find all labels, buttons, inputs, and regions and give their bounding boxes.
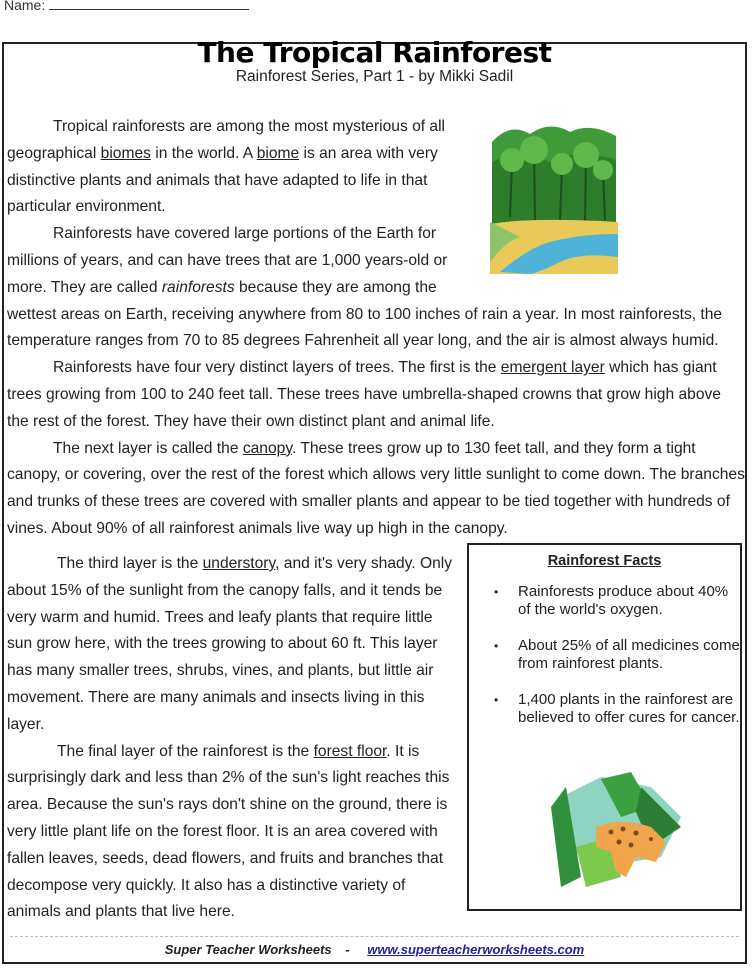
page-subtitle: Rainforest Series, Part 1 - by Mikki Sadil [235, 68, 514, 85]
facts-heading: Rainforest Facts [547, 553, 662, 569]
paragraph-text: in the world. A [150, 144, 257, 162]
vocabulary-term: biomes [100, 144, 151, 162]
paragraph-text: . These trees grow up to 130 feet tall, and they form a tight canopy, or covering, over the rest of the forest which allows very little sunlight to come down. The branches and trunks of these trees are covered with smaller plants and appear to be tied together with hundreds of vines. About 90% of all rainforest animals live way up high in the canopy. [7, 439, 745, 537]
paragraph-text: which has giant trees growing from 100 to 240 feet tall. These trees have umbrella-shaped crowns that grow high above the rest of the forest. They have their own distinct plant and animal life. [7, 359, 721, 430]
paragraph-text: The final layer of the rainforest is the [57, 742, 314, 760]
rainforest-illustration [455, 114, 745, 300]
worksheet [2, 36, 747, 964]
paragraph-text: is an area with very distinctive plants and animals that have adapted to life in that particular environment. [7, 144, 438, 216]
paragraph [7, 739, 459, 927]
paragraph-text: The third layer is the [57, 555, 203, 572]
layers-section [7, 551, 459, 926]
paragraph-text: Tropical rainforests are among the most mysterious of all geographical [7, 118, 446, 162]
rainforest-river-image [490, 122, 618, 274]
paragraph-text: The next layer is called the [53, 439, 243, 457]
emphasized-term: rainforests [161, 278, 235, 296]
paragraph-text: . It is surprisingly dark and less than 2% of the sun's light reaches this area. Because the sun's rays don't shine on the ground, there is very little plant life on the forest floor. It is an area covered with fallen leaves, seeds, dead flowers, and fruits and branches that decompose very quickly. It also has a distinctive variety of animals and plants that live here. [7, 742, 450, 921]
footer-website-link[interactable]: www.superteacherworksheets.com [367, 942, 585, 957]
paragraph-text: Rainforests have covered large portions of the Earth for millions of years, and can have trees that are 1,000 years-old or more. They are called [7, 225, 448, 296]
vocabulary-term: biome [256, 144, 300, 162]
facts-list [469, 583, 740, 727]
footer-separator: - [345, 942, 350, 957]
name-label: Name: [4, 0, 46, 13]
vocabulary-term: understory [202, 555, 276, 572]
vocabulary-term: forest floor [313, 742, 387, 760]
paragraph [7, 436, 745, 543]
fact-item: • 1,400 plants in the rainforest are believed to offer cures for cancer. [518, 691, 740, 727]
paragraph [7, 551, 459, 739]
paragraph-text: Rainforests have four very distinct layers of trees. The first is the [53, 359, 501, 377]
name-field [4, 0, 249, 13]
name-blank-line [49, 0, 249, 10]
fact-item: • About 25% of all medicines come from rainforest plants. [518, 637, 740, 673]
rainforest-facts-box [467, 543, 742, 911]
paragraph [7, 355, 745, 435]
vocabulary-term: emergent layer [500, 359, 605, 377]
footer-divider [10, 936, 739, 937]
fact-item: • Rainforests produce about 40% of the world's oxygen. [518, 583, 740, 619]
paragraph-text: , and it's very shady. Only about 15% of the sunlight from the canopy falls, and it tends be very warm and humid. Trees and leafy plants that require little sun grow here, with the trees growing to about 60 ft. This layer has many smaller trees, shrubs, vines, and plants, but little air movement. There are many animals and insects living in this layer. [7, 555, 453, 733]
paragraph-text: because they are among the wettest areas on Earth, receiving anywhere from 80 to 100 inches of rain a year. In most rainforests, the temperature ranges from 70 to 85 degrees Fahrenheit all year long, and the air is almost always humid. [7, 278, 723, 350]
page-title: The Tropical Rainforest [197, 36, 552, 69]
footer-brand: Super Teacher Worksheets [164, 942, 332, 957]
intro-section [7, 114, 745, 543]
footer [4, 942, 745, 957]
jaguar-image [541, 767, 691, 895]
vocabulary-term: canopy [242, 439, 292, 457]
